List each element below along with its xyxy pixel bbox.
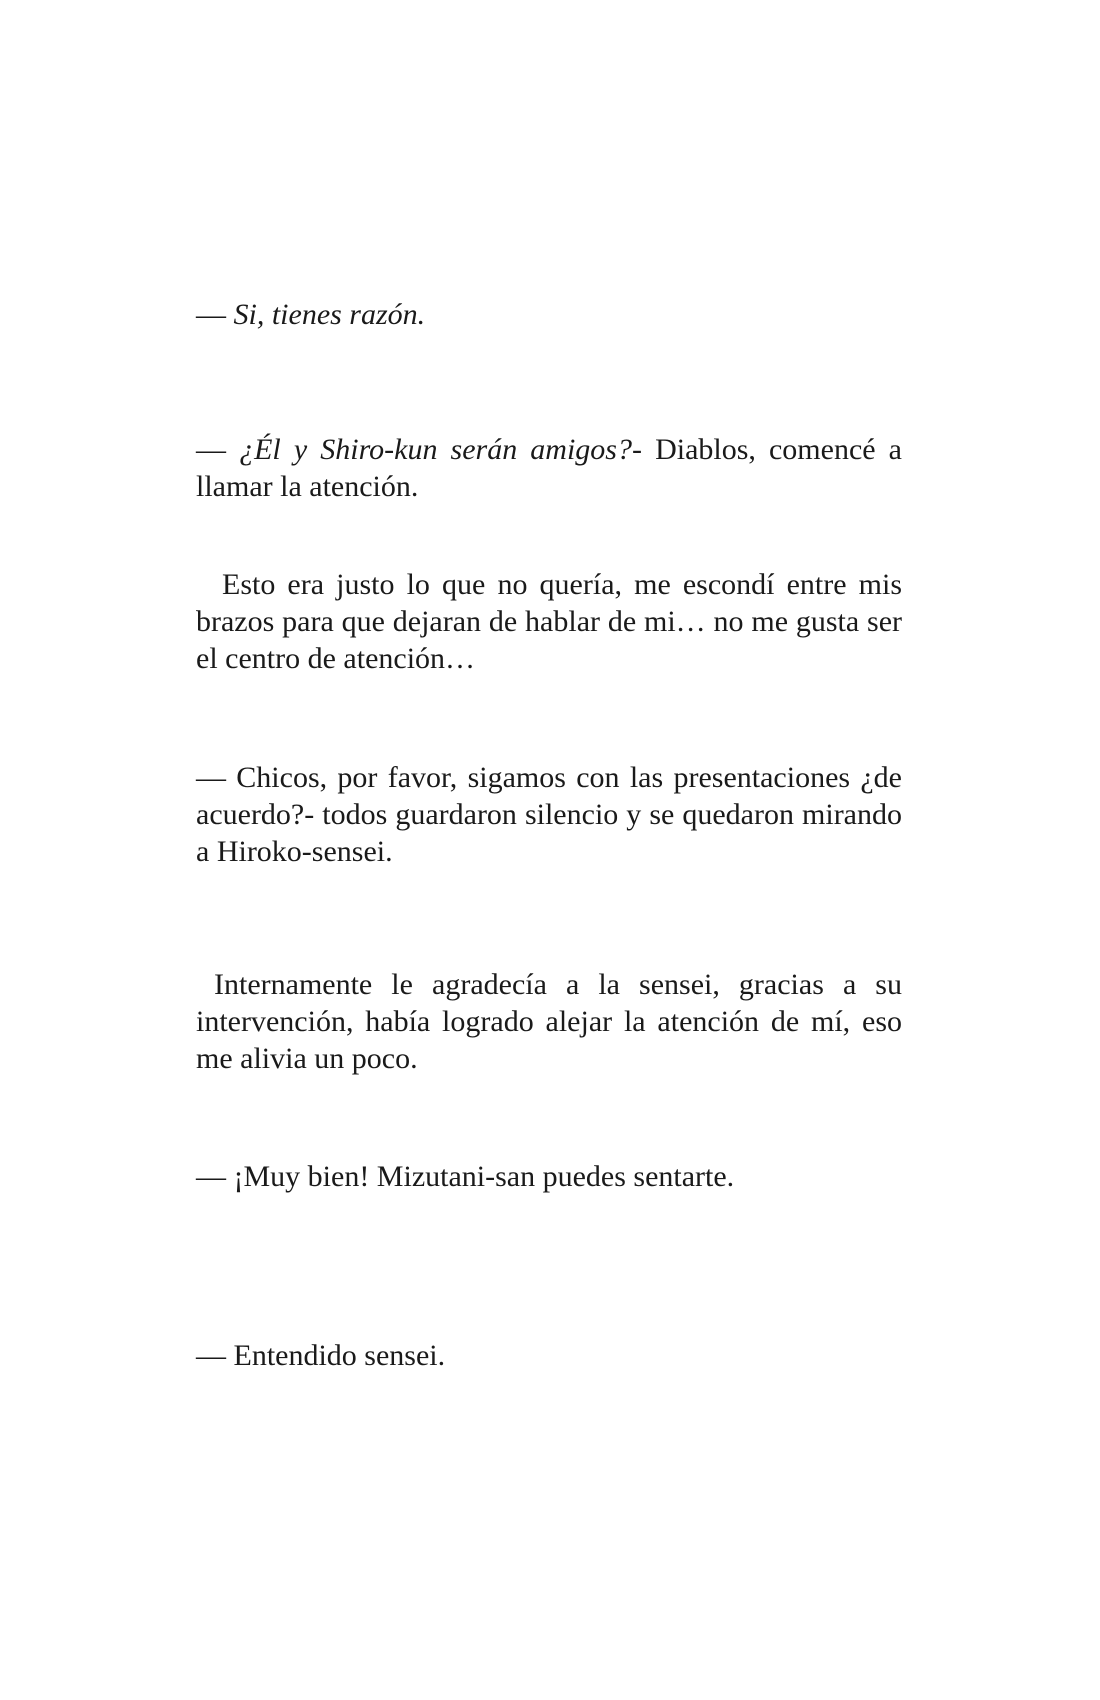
narration-paragraph-2: Internamente le agradecía a la sensei, gracias a su intervención, había logrado alejar la atención de mí, eso me alivia un poco. [196,968,902,1075]
dialogue-paragraph-4: — ¡Muy bien! Mizutani-san puedes sentarte. [196,1160,735,1193]
dialogue-paragraph-2 [196,431,902,505]
narration-paragraph-1: Esto era justo lo que no quería, me escondí entre mis brazos para que dejaran de hablar de mi… no me gusta ser el centro de atención… [196,568,902,675]
narration-text: - Diablos, comencé a llamar la atención. [196,433,902,503]
em-dash: — [196,433,240,466]
dialogue-paragraph-5: — Entendido sensei. [196,1339,446,1372]
italic-dialogue: Si, tienes razón. [233,298,426,331]
italic-dialogue: ¿Él y Shiro-kun serán amigos? [239,433,632,466]
dialogue-paragraph-3: — Chicos, por favor, sigamos con las presentaciones ¿de acuerdo?- todos guardaron silencio y se quedaron mirando a Hiroko-sensei. [196,761,902,868]
em-dash: — [196,298,234,331]
dialogue-paragraph-1 [196,296,902,333]
